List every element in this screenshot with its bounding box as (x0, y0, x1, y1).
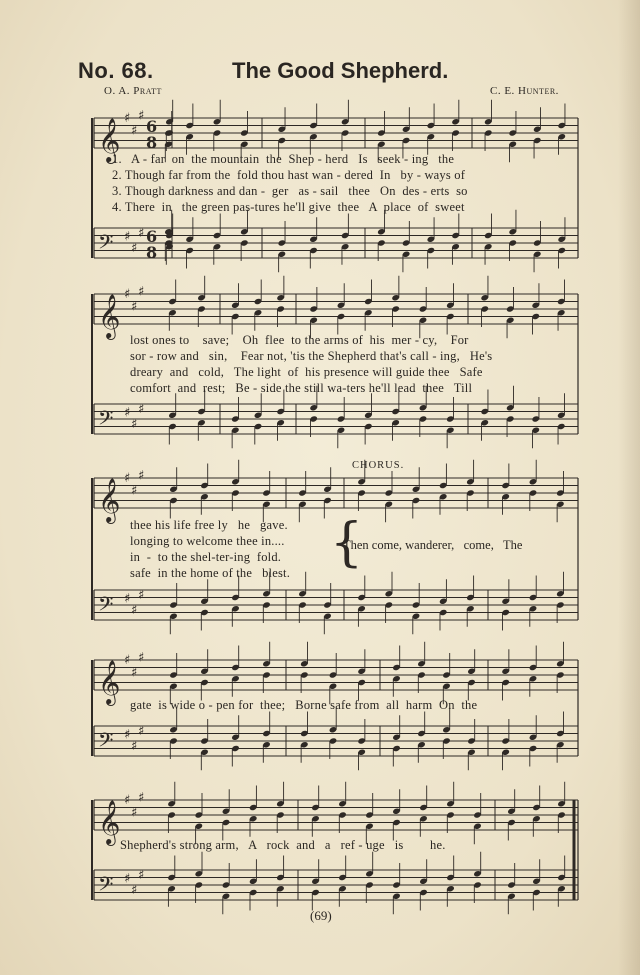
lyric-line: lost ones to save; Oh flee to the arms of his mer - cy, For (130, 333, 469, 347)
lyric-line: sor - row and sin, Fear not, 'tis the Shepherd that's call - ing, He's (130, 349, 493, 363)
verse-brace: { (330, 513, 364, 573)
sharp-icon: ♯ (124, 871, 131, 887)
sharp-icon: ♯ (124, 793, 131, 808)
sharp-icon: ♯ (131, 240, 138, 256)
sharp-icon: ♯ (131, 602, 138, 618)
sharp-icon: ♯ (124, 405, 131, 421)
bass-clef-icon: 𝄢 (98, 230, 114, 259)
sharp-icon: ♯ (138, 401, 145, 417)
lyric-line: gate is wide o - pen for thee; Borne safe from all harm On the (130, 698, 478, 712)
treble-clef-icon: 𝄞 (98, 660, 121, 704)
sharp-icon: ♯ (138, 587, 145, 603)
bass-clef-icon: 𝄢 (98, 728, 114, 757)
lyric-line: comfort and rest; Be - side the still wa-ters he'll lead thee Till (130, 381, 473, 395)
sharp-icon: ♯ (124, 229, 131, 245)
lyric-line: in - to the shel-ter-ing fold. (130, 550, 282, 564)
lyric-line: 1. A - far on the mountain the Shep - herd Is seek - ing the (112, 152, 455, 166)
chorus-label: CHORUS. (352, 460, 405, 471)
sharp-icon: ♯ (124, 287, 131, 302)
sharp-icon: ♯ (138, 650, 145, 666)
sharp-icon: ♯ (131, 738, 138, 754)
sharp-icon: ♯ (131, 416, 138, 432)
bass-clef-icon: 𝄢 (98, 592, 114, 621)
sharp-icon: ♯ (131, 123, 138, 139)
author-credit: O. A. Pratt (104, 85, 162, 97)
hymn-title: The Good Shepherd. (232, 58, 449, 83)
bass-clef-icon: 𝄢 (98, 406, 114, 435)
hymn-number: No. 68. (78, 58, 154, 83)
time-signature: 6 (146, 227, 158, 246)
sharp-icon: ♯ (131, 299, 138, 315)
sharp-icon: ♯ (131, 805, 138, 821)
sharp-icon: ♯ (138, 790, 145, 806)
sharp-icon: ♯ (138, 284, 145, 300)
sharp-icon: ♯ (131, 665, 138, 681)
lyric-line: longing to welcome thee in.... (130, 534, 285, 548)
lyric-line: 3. Though darkness and dan - ger as - sail thee On des - erts so (112, 184, 468, 198)
lyric-line: Shepherd's strong arm, A rock and a ref - uge is he. (120, 838, 446, 852)
treble-clef-icon: 𝄞 (98, 294, 121, 338)
time-signature: 8 (146, 133, 158, 152)
lyric-line: thee his life free ly he gave. (130, 518, 288, 532)
sharp-icon: ♯ (138, 468, 145, 484)
treble-clef-icon: 𝄞 (98, 118, 121, 162)
sharp-icon: ♯ (124, 591, 131, 607)
sharp-icon: ♯ (124, 653, 131, 668)
sharp-icon: ♯ (124, 471, 131, 486)
sharp-icon: ♯ (131, 483, 138, 499)
sharp-icon: ♯ (138, 225, 145, 241)
lyric-line: safe in the home of the blest. (130, 566, 291, 580)
lyric-line: dreary and cold, The light of his presence will guide thee Safe (130, 365, 483, 379)
sharp-icon: ♯ (124, 111, 131, 126)
lyric-line: 2. Though far from the fold thou hast wan - dered In by - ways of (112, 168, 466, 182)
time-signature: 6 (146, 117, 158, 136)
sharp-icon: ♯ (138, 108, 145, 124)
sharp-icon: ♯ (138, 723, 145, 739)
lyric-line: 4. There in the green pas-tures he'll give thee A place of sweet (112, 200, 465, 214)
sharp-icon: ♯ (124, 727, 131, 743)
sharp-icon: ♯ (131, 882, 138, 898)
treble-clef-icon: 𝄞 (98, 478, 121, 522)
page-number: (69) (310, 908, 332, 923)
sharp-icon: ♯ (138, 867, 145, 883)
refrain-text: Then come, wanderer, come, The (343, 538, 523, 552)
composer-credit: C. E. Hunter. (490, 85, 559, 97)
time-signature: 8 (146, 243, 158, 262)
treble-clef-icon: 𝄞 (98, 800, 121, 844)
bass-clef-icon: 𝄢 (98, 872, 114, 901)
